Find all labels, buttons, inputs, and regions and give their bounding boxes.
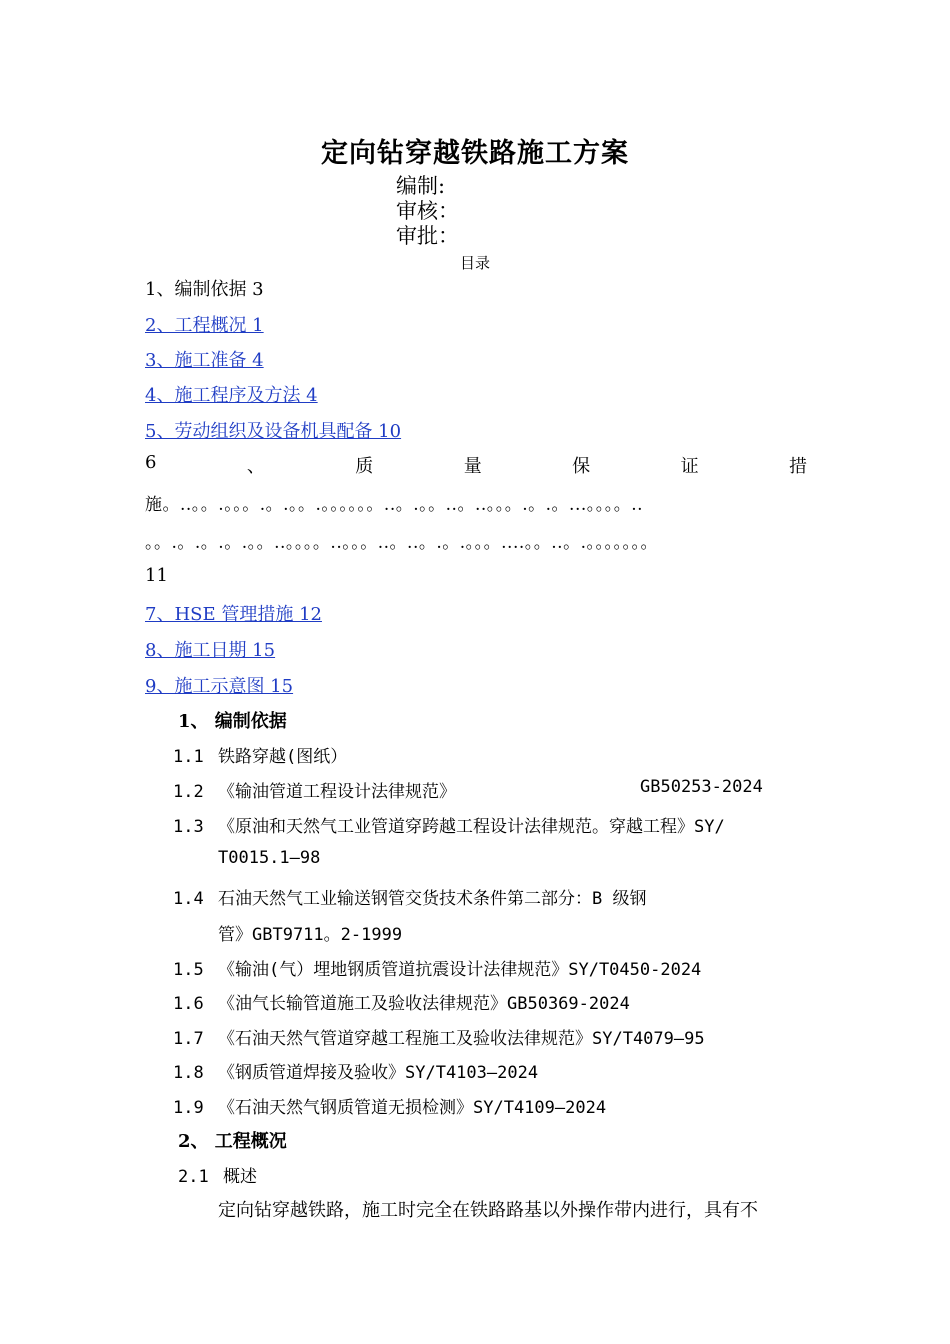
toc-6-part: 保 — [572, 456, 591, 477]
basis-item-8 — [173, 1058, 538, 1083]
toc-6-part: 6 — [145, 452, 157, 473]
basis-item-4 — [173, 884, 646, 909]
toc-item-6-line-3: 。。.。.。.。.。。..。。。。..。。。..。..。.。.。。。....。。..。.。。。。。。。 — [145, 533, 658, 553]
item-text: 铁路穿越(图纸） — [218, 747, 348, 767]
toc-item-3[interactable] — [145, 346, 264, 372]
basis-item-4-continued: 管》GBT9711。2-1999 — [218, 925, 403, 945]
item-number: 1.5 — [173, 960, 204, 980]
toc-6-part: 、 — [246, 456, 265, 477]
toc-link-2[interactable]: 2、工程概况 1 — [145, 315, 264, 336]
approved-by-label: 审批： — [396, 224, 459, 248]
toc-link-8[interactable]: 8、施工日期 15 — [145, 640, 276, 661]
toc-item-2[interactable] — [145, 311, 264, 337]
item-number: 1.2 — [173, 782, 204, 802]
toc-link-7[interactable]: 7、HSE 管理措施 12 — [145, 604, 322, 625]
item-number: 1.9 — [173, 1098, 204, 1118]
toc-item-7[interactable] — [145, 600, 322, 626]
toc-link-5[interactable]: 5、劳动组织及设备机具配备 10 — [145, 421, 402, 442]
section-2-heading: 2、 工程概况 — [178, 1131, 287, 1152]
item-text: 《石油天然气钢质管道无损检测》SY/T4109—2024 — [218, 1098, 607, 1118]
basis-item-1 — [173, 742, 347, 767]
toc-item-1: 1、编制依据 3 — [145, 279, 264, 300]
item-text: 《输油(气）埋地钢质管道抗震设计法律规范》SY/T0450-2024 — [218, 960, 702, 980]
toc-6-part: 证 — [680, 456, 699, 477]
item-number: 1.3 — [173, 817, 204, 837]
reviewed-by-label: 审核： — [396, 199, 459, 223]
basis-item-9 — [173, 1093, 606, 1118]
basis-item-5 — [173, 955, 701, 980]
item-text: 《原油和天然气工业管道穿跨越工程设计法律规范。穿越工程》SY/ — [218, 817, 725, 837]
toc-link-3[interactable]: 3、施工准备 4 — [145, 350, 264, 371]
item-number: 1.6 — [173, 994, 204, 1014]
basis-item-3-continued: T0015.1—98 — [218, 848, 321, 868]
basis-item-2 — [173, 777, 456, 802]
section-1-heading: 1、 编制依据 — [178, 711, 287, 732]
toc-item-5[interactable] — [145, 417, 401, 443]
subsection-2-1 — [178, 1162, 257, 1187]
basis-item-2-code: GB50253-2024 — [640, 777, 763, 797]
item-text: 《石油天然气管道穿越工程施工及验收法律规范》SY/T4079—95 — [218, 1029, 705, 1049]
item-text: 概述 — [223, 1167, 257, 1187]
toc-item-9[interactable] — [145, 672, 293, 698]
compiled-by-label: 编制: — [396, 174, 446, 198]
toc-heading: 目录 — [459, 254, 490, 272]
item-number: 1.7 — [173, 1029, 204, 1049]
item-number: 1.1 — [173, 747, 204, 767]
item-text: 《钢质管道焊接及验收》SY/T4103—2024 — [218, 1063, 539, 1083]
item-number: 1.8 — [173, 1063, 204, 1083]
item-number: 2.1 — [178, 1167, 209, 1187]
overview-paragraph: 定向钻穿越铁路，施工时完全在铁路路基以外操作带内进行，具有不 — [218, 1200, 758, 1221]
item-text: 《油气长输管道施工及验收法律规范》GB50369-2024 — [218, 994, 630, 1014]
item-number: 1.4 — [173, 889, 204, 909]
basis-item-6 — [173, 989, 630, 1014]
item-text: 《输油管道工程设计法律规范》 — [218, 782, 456, 802]
toc-item-4[interactable] — [145, 381, 318, 407]
toc-item-8[interactable] — [145, 636, 275, 662]
toc-6-part: 质 — [355, 456, 374, 477]
toc-6-part: 量 — [463, 456, 482, 477]
toc-item-6-line-1 — [145, 452, 807, 478]
basis-item-3 — [173, 812, 725, 837]
toc-6-part: 措 — [788, 456, 807, 477]
item-text: 石油天然气工业输送钢管交货技术条件第二部分：B 级钢 — [218, 889, 647, 909]
basis-item-7 — [173, 1024, 705, 1049]
toc-item-6-line-2: 施。..。。.。。。.。.。。.。。。。。。..。.。。..。..。。。.。.。...。。。。.. — [145, 495, 644, 515]
toc-link-9[interactable]: 9、施工示意图 15 — [145, 676, 294, 697]
toc-item-6-page: 11 — [145, 565, 168, 586]
toc-link-4[interactable]: 4、施工程序及方法 4 — [145, 385, 318, 406]
document-title: 定向钻穿越铁路施工方案 — [321, 138, 629, 169]
